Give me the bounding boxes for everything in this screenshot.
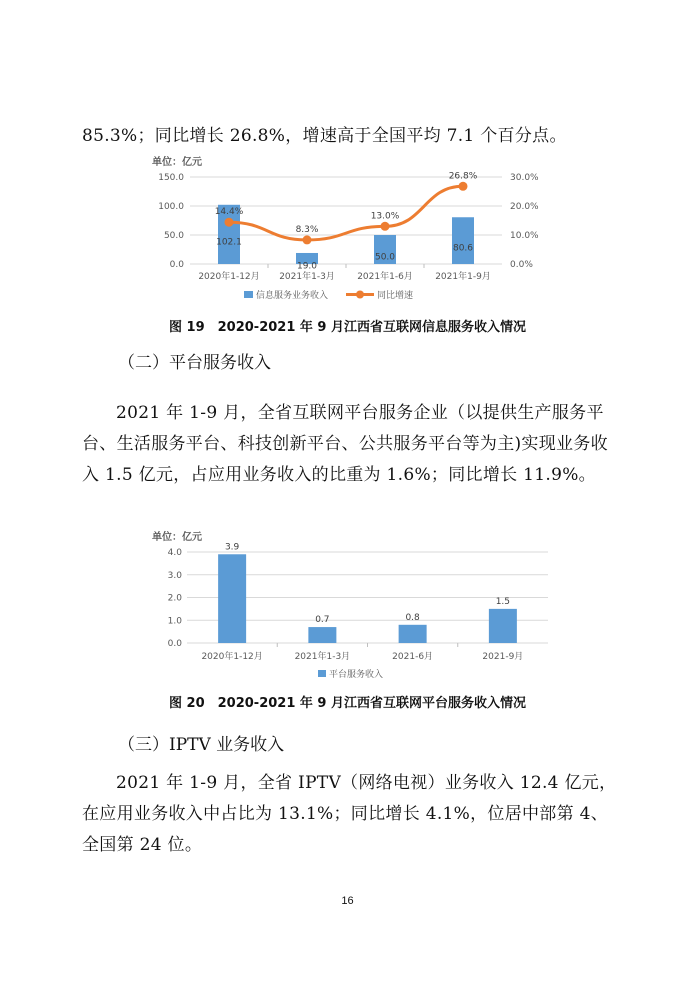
- y-tick-label-left: 50.0: [163, 231, 184, 241]
- x-tick-label: 2020年1-12月: [201, 652, 263, 662]
- bar-value-label: 1.5: [495, 596, 511, 607]
- growth-value-label: 8.3%: [295, 224, 319, 235]
- bar: [308, 627, 336, 643]
- x-tick-label: 2021-6月: [392, 652, 434, 662]
- y-tick-label-right: 30.0%: [510, 173, 539, 183]
- bar: [452, 217, 474, 264]
- figure-20-caption: 图 20 2020-2021 年 9 月江西省互联网平台服务收入情况: [169, 696, 526, 711]
- x-tick-label: 2021年1-6月: [357, 272, 413, 282]
- bar: [489, 609, 517, 643]
- y-tick-label: 3.0: [167, 570, 182, 581]
- section-heading-platform: （二）平台服务收入: [118, 353, 271, 373]
- growth-value-label: 13.0%: [370, 211, 400, 222]
- x-tick-label: 2021-9月: [482, 652, 524, 662]
- paragraph-3: 2021 年 1-9 月，全省 IPTV（网络电视）业务收入 12.4 亿元，在应用业务收入中占比为 13.1%；同比增长 4.1%，位居中部第 4、全国第 24 位。: [82, 773, 617, 855]
- y-tick-label-left: 100.0: [158, 202, 184, 212]
- bar-value-label: 19.0: [296, 261, 318, 272]
- y-tick-label-right: 20.0%: [510, 202, 539, 212]
- y-tick-label: 2.0: [167, 593, 182, 604]
- x-tick-label: 2021年1-3月: [294, 652, 351, 662]
- y-tick-label-left: 150.0: [158, 173, 184, 183]
- growth-value-label: 14.4%: [214, 207, 244, 218]
- bar: [218, 554, 246, 643]
- bar-value-label: 50.0: [374, 252, 396, 263]
- legend-swatch: [318, 670, 326, 677]
- legend-label: 平台服务收入: [329, 670, 384, 680]
- bar-value-label: 0.7: [315, 615, 330, 626]
- growth-line: [229, 186, 463, 240]
- growth-point: [381, 222, 390, 231]
- x-tick-label: 2021年1-9月: [435, 272, 491, 282]
- legend-bar-label: 信息服务业务收入: [256, 291, 329, 301]
- page-number: 16: [341, 895, 354, 907]
- chart-platform-service-revenue: [150, 530, 550, 682]
- x-tick-label: 2020年1-12月: [198, 272, 260, 282]
- growth-point: [225, 218, 234, 227]
- bar-value-label: 0.8: [405, 612, 420, 623]
- unit-label: 单位：亿元: [152, 532, 202, 543]
- y-tick-label: 0.0: [167, 639, 182, 649]
- y-tick-label: 4.0: [167, 548, 182, 558]
- unit-label: 单位：亿元: [152, 157, 202, 168]
- growth-value-label: 26.8%: [448, 171, 478, 182]
- y-tick-label: 1.0: [167, 616, 182, 627]
- growth-point: [303, 235, 312, 244]
- bar: [399, 625, 427, 643]
- section-heading-iptv: （三）IPTV 业务收入: [118, 735, 285, 755]
- bar-value-label: 102.1: [216, 237, 242, 248]
- y-tick-label-left: 0.0: [169, 260, 184, 270]
- paragraph-1: 85.3%；同比增长 26.8%，增速高于全国平均 7.1 个百分点。: [82, 126, 567, 146]
- bar-value-label: 80.6: [452, 243, 474, 254]
- growth-point: [459, 182, 468, 191]
- bar-value-label: 3.9: [224, 542, 240, 553]
- y-tick-label-right: 10.0%: [510, 231, 539, 241]
- chart-info-service-revenue: [150, 153, 550, 305]
- legend-line-marker: [356, 291, 364, 299]
- x-tick-label: 2021年1-3月: [279, 272, 335, 282]
- legend-line-label: 同比增速: [377, 291, 414, 301]
- legend-bar-swatch: [244, 291, 253, 298]
- paragraph-2: 2021 年 1-9 月，全省互联网平台服务企业（以提供生产服务平台、生活服务平台、科技创新平台、公共服务平台等为主)实现业务收入 1.5 亿元，占应用业务收入的比重为 1.6%；同比增长 11.9%。: [82, 403, 608, 485]
- figure-19-caption: 图 19 2020-2021 年 9 月江西省互联网信息服务收入情况: [169, 320, 526, 335]
- y-tick-label-right: 0.0%: [510, 260, 533, 270]
